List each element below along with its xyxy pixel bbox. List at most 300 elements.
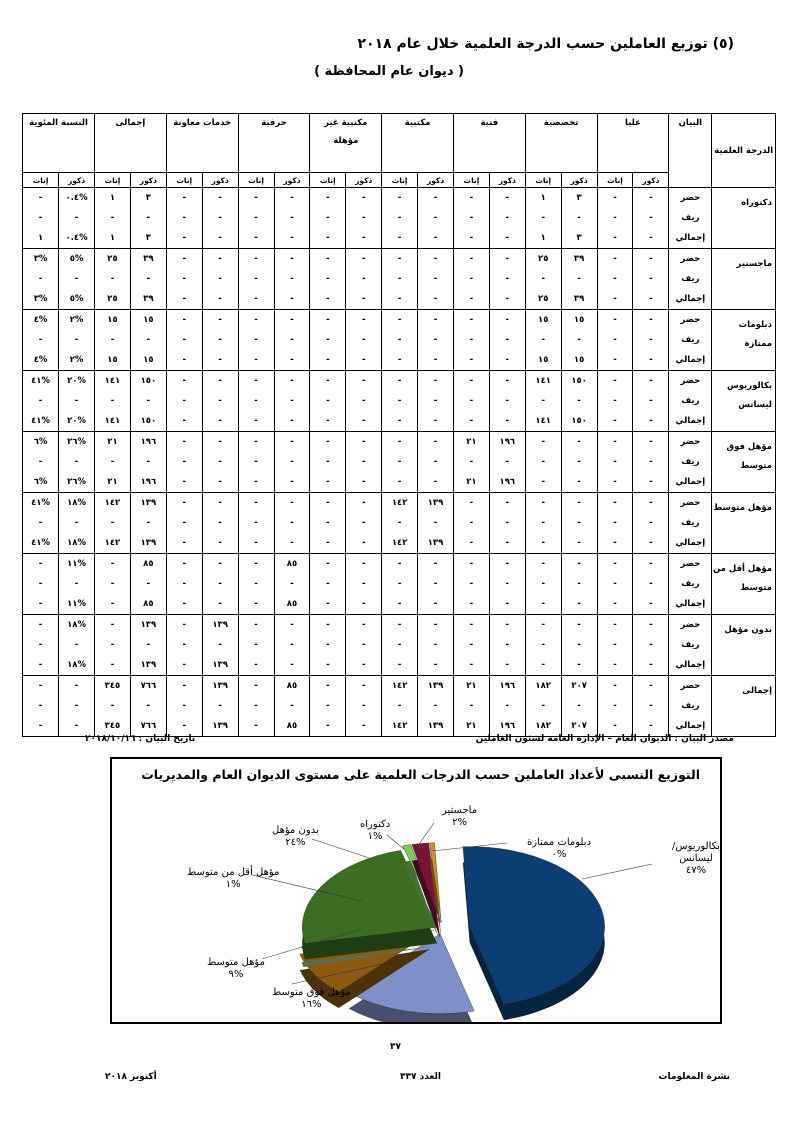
cell-value: - [38,681,43,691]
table-cell [59,615,95,676]
table-cell [382,676,418,737]
row-kind-label: إجمالي [675,660,706,670]
cell-value: - [326,640,330,650]
cell-value: - [326,579,330,589]
cell-value: - [38,721,43,731]
cell-value: - [254,681,258,691]
table-cell [525,493,561,554]
row-degree-label: بدون مؤهل [712,615,776,676]
pie-chart-box [110,757,722,1024]
cell-value: - [218,498,222,508]
cell-value: ١٩٦ [499,437,516,447]
table-cell [59,371,95,432]
cell-value: - [326,681,330,691]
table-cell [166,432,202,493]
table-cell [95,432,131,493]
cell-value: ١٩٦ [499,477,516,487]
cell-value: - [469,579,474,589]
cell-value: - [361,681,366,691]
cell-value: ٨٥ [286,681,298,691]
cell-value: - [469,620,474,630]
row-degree-label: بكالوريوس ليسانس [712,371,776,432]
cell-value: - [182,701,187,711]
cell-value: - [146,518,151,528]
cell-value: - [613,538,617,548]
table-cell [238,371,274,432]
table-cell [274,432,310,493]
cell-value: - [361,193,366,203]
pie-slice-percent: %٢ [452,817,467,828]
cell-value: ١٥ [573,315,585,325]
cell-value: - [361,376,366,386]
cell-value: ١٣٩ [212,681,228,691]
table-cell [489,188,525,249]
cell-value: - [433,620,438,630]
header-group: فنية [453,114,525,173]
cell-value: ١٤٢ [391,721,408,731]
row-kind-label: ريف [681,579,700,589]
table-cell [453,676,489,737]
cell-value: - [613,701,617,711]
header-group: عليا [597,114,669,173]
cell-value: - [613,355,617,365]
cell-value: ٣٤٥ [104,721,121,731]
cell-value: - [290,477,294,487]
cell-value: - [577,660,581,670]
cell-value: - [361,396,366,406]
cell-value: - [326,355,330,365]
cell-value: ٢٠٧ [571,681,587,691]
table-cell [274,615,310,676]
table-cell [23,371,59,432]
table-cell [23,188,59,249]
table-cell [95,493,131,554]
cell-value: - [361,599,366,609]
table-cell [597,371,633,432]
row-kind-label: حضر [680,193,701,203]
cell-value: - [182,315,187,325]
cell-value: - [577,498,581,508]
cell-value: - [290,355,294,365]
header-statement: البيان [669,114,712,188]
table-cell [95,188,131,249]
cell-value: - [541,599,545,609]
cell-value: - [254,315,258,325]
cell-value: - [469,701,474,711]
cell-value: - [290,437,294,447]
cell-value: - [74,457,79,467]
cell-value: ١٥٠ [571,376,587,386]
table-cell [95,554,131,615]
header-male: ذكور [489,173,525,188]
table-cell [274,493,310,554]
cell-value: - [577,518,581,528]
cell-value: - [397,254,402,264]
cell-value: - [469,416,474,426]
cell-value: - [613,579,617,589]
row-kinds [669,493,712,554]
cell-value: - [182,335,187,345]
cell-value: - [505,660,510,670]
cell-value: - [326,193,330,203]
table-cell [525,188,561,249]
cell-value: - [541,579,545,589]
cell-value: - [146,457,151,467]
cell-value: - [541,213,545,223]
table-cell [453,371,489,432]
table-cell [238,249,274,310]
cell-value: - [613,274,617,284]
cell-value: - [254,579,258,589]
cell-value: ١٣٩ [427,681,444,691]
table-cell [633,188,669,249]
cell-value: - [433,599,438,609]
cell-value: - [397,660,402,670]
cell-value: ١٣٩ [140,498,157,508]
cell-value: - [38,640,43,650]
cell-value: - [218,457,222,467]
cell-value: %٥ [69,294,84,304]
cell-value: ٣٩ [143,294,154,304]
cell-value: - [505,335,510,345]
row-degree-label: مؤهل أقل من متوسط [712,554,776,615]
header-group: مكتبية [382,114,454,173]
cell-value: - [649,477,653,487]
cell-value: - [38,579,43,589]
cell-value: - [361,315,366,325]
header-female: إناث [310,173,346,188]
row-kinds [669,615,712,676]
cell-value: - [146,579,151,589]
table-cell [597,188,633,249]
table-cell [166,676,202,737]
cell-value: ٨٥ [286,559,298,569]
cell-value: - [433,294,438,304]
cell-value: %١٨ [67,498,87,508]
cell-value: - [649,538,653,548]
cell-value: - [361,518,366,528]
header-female: إناث [453,173,489,188]
cell-value: ٢١ [466,437,477,447]
cell-value: ١٣٩ [427,538,444,548]
cell-value: - [110,559,115,569]
cell-value: - [469,559,474,569]
cell-value: - [649,416,653,426]
pie-slice-label [360,819,390,843]
table-cell [489,676,525,737]
cell-value: ٢١ [466,721,477,731]
cell-value: %٥ [69,254,84,264]
cell-value: - [397,355,402,365]
cell-value: - [182,498,187,508]
cell-value: - [433,701,438,711]
pie-slice-name: مؤهل أقل من متوسط [187,867,280,878]
cell-value: ١٩٦ [140,477,157,487]
cell-value: - [433,376,438,386]
cell-value: - [218,701,222,711]
data-source: مصدر البيان : الديوان العام – الإدارة العامة لشئون العاملين [475,734,734,744]
cell-value: - [649,559,653,569]
cell-value: - [218,355,222,365]
cell-value: - [469,538,474,548]
cell-value: - [469,213,474,223]
cell-value: - [254,620,258,630]
cell-value: - [290,498,294,508]
table-cell [453,188,489,249]
cell-value: - [254,457,258,467]
cell-value: ٨٥ [143,599,154,609]
cell-value: - [182,477,187,487]
cell-value: - [361,559,366,569]
cell-value: - [38,457,43,467]
cell-value: - [505,640,510,650]
table-row [23,310,776,371]
table-cell [23,249,59,310]
cell-value: - [361,254,366,264]
cell-value: - [218,233,222,243]
table-cell [238,615,274,676]
cell-value: ٢٥ [538,294,549,304]
cell-value: - [469,518,474,528]
cell-value: - [182,294,187,304]
cell-value: ٢٥ [538,254,549,264]
header-male: ذكور [59,173,95,188]
table-cell [382,188,418,249]
cell-value: - [38,193,43,203]
cell-value: - [38,335,43,345]
table-cell [382,432,418,493]
cell-value: - [290,457,294,467]
footer-date: أكتوبر ٢٠١٨ [105,1072,157,1082]
cell-value: - [182,376,187,386]
cell-value: - [505,233,510,243]
cell-value: - [290,254,294,264]
table-cell [346,676,382,737]
table-cell [633,249,669,310]
pie-slice-percent: %٢٤ [285,837,306,848]
table-cell [310,432,346,493]
cell-value: - [254,254,258,264]
table-cell [597,615,633,676]
cell-value: - [577,437,581,447]
table-cell [238,310,274,371]
footer-publication: نشرة المعلومات [658,1072,730,1082]
pie-slice-label [187,867,279,891]
cell-value: - [361,498,366,508]
cell-value: %٢٦ [67,477,87,487]
cell-value: - [326,396,330,406]
table-cell [561,554,597,615]
pie-slice-label [442,805,477,829]
cell-value: - [361,213,366,223]
header-group: إجمالى [95,114,167,173]
table-cell [202,554,238,615]
cell-value: - [433,437,438,447]
employees-table [22,113,776,737]
table-cell [238,676,274,737]
table-cell [95,676,131,737]
cell-value: - [613,660,617,670]
table-cell [166,554,202,615]
cell-value: - [649,274,653,284]
table-cell [453,249,489,310]
cell-value: ١٣٩ [427,721,444,731]
table-cell [95,615,131,676]
cell-value: - [505,579,510,589]
cell-value: - [218,559,222,569]
cell-value: ١٥ [143,315,154,325]
cell-value: - [361,721,366,731]
table-cell [453,493,489,554]
pie-slice-percent: %١٦ [301,999,322,1010]
pie-slice-percent: %١ [225,879,241,890]
row-degree-label: مؤهل متوسط [712,493,776,554]
table-cell [23,554,59,615]
cell-value: - [146,640,151,650]
table-cell [489,310,525,371]
cell-value: - [361,620,366,630]
cell-value: - [218,579,222,589]
row-kind-label: حضر [680,620,701,630]
cell-value: - [38,559,43,569]
table-cell [346,371,382,432]
cell-value: - [541,640,545,650]
cell-value: - [433,193,438,203]
cell-value: ٣٩ [573,294,585,304]
table-cell [23,493,59,554]
table-cell [597,432,633,493]
table-cell [489,554,525,615]
cell-value: ١٣٩ [140,620,157,630]
cell-value: - [541,538,545,548]
pie-slice-label [207,957,265,981]
cell-value: %٤١ [31,538,51,548]
cell-value: - [218,213,222,223]
cell-value: - [541,559,545,569]
cell-value: - [74,335,79,345]
cell-value: ١٤١ [104,376,121,386]
cell-value: - [613,294,617,304]
cell-value: %٠.٤ [65,233,88,243]
cell-value: ١٤٢ [391,498,408,508]
cell-value: - [254,193,258,203]
cell-value: - [541,620,545,630]
table-row [23,493,776,554]
cell-value: - [218,477,222,487]
header-male: ذكور [418,173,454,188]
cell-value: - [433,457,438,467]
table-cell [489,371,525,432]
cell-value: - [290,579,294,589]
cell-value: - [433,315,438,325]
cell-value: - [577,274,581,284]
cell-value: - [541,274,545,284]
cell-value: %١٨ [67,660,87,670]
pie-slice-name: بدون مؤهل [272,825,319,836]
row-kind-label: إجمالي [675,721,706,731]
cell-value: - [326,457,330,467]
cell-value: - [577,396,581,406]
cell-value: - [649,315,653,325]
table-cell [561,249,597,310]
cell-value: %١١ [67,559,87,569]
cell-value: - [613,437,617,447]
table-cell [202,188,238,249]
table-cell [633,371,669,432]
cell-value: - [577,335,581,345]
cell-value: - [613,599,617,609]
cell-value: - [433,477,438,487]
cell-value: - [326,620,330,630]
table-cell [382,554,418,615]
cell-value: - [326,559,330,569]
cell-value: - [254,376,258,386]
cell-value: - [110,518,115,528]
pie-slice-label [272,987,351,1011]
cell-value: - [361,274,366,284]
header-male: ذكور [130,173,166,188]
cell-value: - [397,599,402,609]
cell-value: - [254,701,258,711]
table-row [23,188,776,249]
cell-value: - [326,437,330,447]
table-cell [453,310,489,371]
cell-value: %٢٠ [67,416,87,426]
cell-value: - [433,518,438,528]
cell-value: - [613,559,617,569]
header-male: ذكور [346,173,382,188]
cell-value: - [469,254,474,264]
row-kind-label: حضر [680,315,701,325]
table-row [23,676,776,737]
pie-slice-name: ماجستير [442,805,478,816]
pie-slice-percent: %٩ [228,969,244,980]
table-cell [597,676,633,737]
cell-value: - [361,538,366,548]
cell-value: - [613,396,617,406]
cell-value: - [290,416,294,426]
cell-value: - [361,660,366,670]
cell-value: - [541,518,545,528]
cell-value: - [290,376,294,386]
cell-value: - [613,640,617,650]
cell-value: - [218,538,222,548]
cell-value: - [505,559,510,569]
cell-value: - [254,416,258,426]
cell-value: - [254,559,258,569]
row-degree-label: دبلومات ممتازة [712,310,776,371]
cell-value: - [326,538,330,548]
cell-value: - [361,457,366,467]
cell-value: ٢١ [466,477,477,487]
cell-value: - [505,274,510,284]
cell-value: ٣ [145,193,151,203]
cell-value: - [182,274,187,284]
row-kind-label: حضر [680,681,701,691]
table-cell [489,615,525,676]
table-row [23,432,776,493]
table-cell [525,310,561,371]
cell-value: - [254,233,258,243]
cell-value: ٢١ [466,681,477,691]
cell-value: - [182,538,187,548]
cell-value: - [361,416,366,426]
cell-value: - [290,335,294,345]
cell-value: %١٨ [67,538,87,548]
row-kind-label: ريف [681,396,700,406]
cell-value: %٢٦ [67,437,87,447]
cell-value: %٤١ [31,376,51,386]
